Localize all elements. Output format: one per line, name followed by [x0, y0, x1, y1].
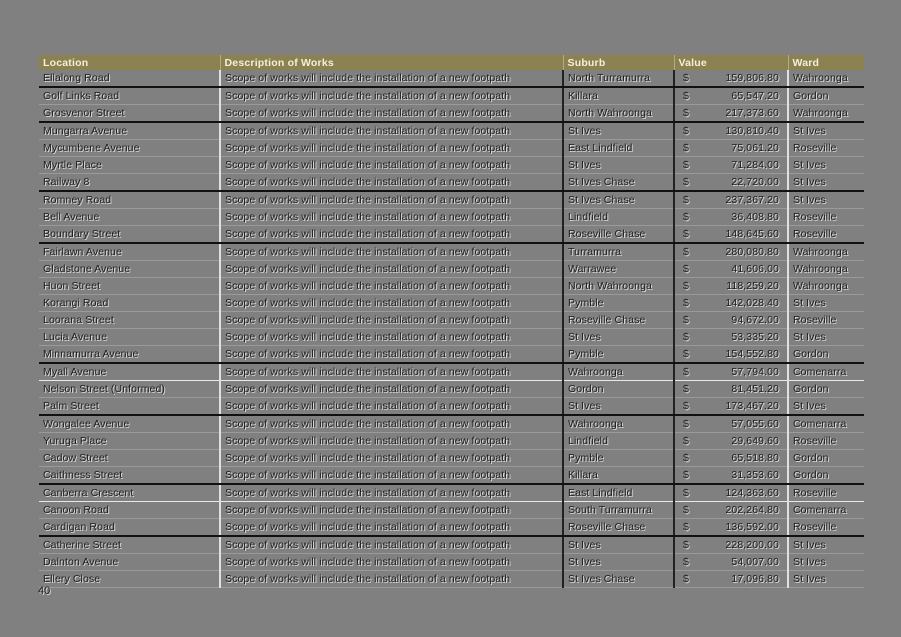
value-amount: 94,672.00 — [731, 314, 779, 326]
header-location: Location — [39, 55, 220, 70]
cell-suburb: St Ives — [563, 536, 674, 554]
page-number: 40 — [38, 585, 51, 597]
currency-symbol: $ — [683, 487, 689, 499]
value-amount: 17,096.80 — [731, 573, 779, 585]
cell-value — [674, 467, 788, 485]
cell-value — [674, 433, 788, 450]
cell-suburb: Turramurra — [563, 243, 674, 261]
capital-works-table-container — [39, 55, 864, 588]
cell-suburb: Pymble — [563, 295, 674, 312]
currency-symbol: $ — [683, 228, 689, 240]
cell-ward: Roseville — [788, 140, 864, 157]
cell-location: Ellery Close — [39, 571, 220, 588]
cell-description: Scope of works will include the installation of a new footpath — [220, 450, 563, 467]
cell-location: Nelson Street (Unformed) — [39, 381, 220, 398]
cell-suburb: St Ives — [563, 398, 674, 416]
value-amount: 53,335.20 — [731, 331, 779, 343]
cell-suburb: Lindfield — [563, 209, 674, 226]
cell-suburb: St Ives Chase — [563, 191, 674, 209]
cell-description: Scope of works will include the installation of a new footpath — [220, 122, 563, 140]
cell-location: Canberra Crescent — [39, 484, 220, 502]
cell-value — [674, 87, 788, 105]
cell-location: Canoon Road — [39, 502, 220, 519]
cell-ward: Roseville — [788, 312, 864, 329]
cell-ward: Comenarra — [788, 363, 864, 381]
cell-value — [674, 346, 788, 364]
table-row — [39, 87, 864, 105]
cell-value — [674, 243, 788, 261]
currency-symbol: $ — [683, 539, 689, 551]
cell-suburb: Pymble — [563, 346, 674, 364]
cell-description: Scope of works will include the installation of a new footpath — [220, 381, 563, 398]
cell-value — [674, 261, 788, 278]
cell-description: Scope of works will include the installation of a new footpath — [220, 433, 563, 450]
currency-symbol: $ — [683, 400, 689, 412]
currency-symbol: $ — [683, 504, 689, 516]
cell-value — [674, 105, 788, 123]
cell-suburb: Roseville Chase — [563, 312, 674, 329]
cell-value — [674, 329, 788, 346]
table-row — [39, 122, 864, 140]
cell-ward: Gordon — [788, 87, 864, 105]
cell-value — [674, 295, 788, 312]
currency-symbol: $ — [683, 348, 689, 360]
currency-symbol: $ — [683, 297, 689, 309]
value-amount: 65,547.20 — [731, 90, 779, 102]
cell-location: Fairlawn Avenue — [39, 243, 220, 261]
cell-suburb: Wahroonga — [563, 415, 674, 433]
value-amount: 29,649.60 — [731, 435, 779, 447]
cell-suburb: Killara — [563, 87, 674, 105]
header-description: Description of Works — [220, 55, 563, 70]
cell-suburb: Warrawee — [563, 261, 674, 278]
cell-description: Scope of works will include the installation of a new footpath — [220, 571, 563, 588]
cell-suburb: St Ives — [563, 554, 674, 571]
cell-description: Scope of works will include the installation of a new footpath — [220, 312, 563, 329]
cell-ward: St Ives — [788, 398, 864, 416]
cell-location: Boundary Street — [39, 226, 220, 244]
value-amount: 136,592.00 — [725, 521, 779, 533]
table-row — [39, 381, 864, 398]
cell-ward: Wahroonga — [788, 105, 864, 123]
cell-suburb: St Ives — [563, 122, 674, 140]
value-amount: 202,264.80 — [725, 504, 779, 516]
cell-description: Scope of works will include the installation of a new footpath — [220, 329, 563, 346]
cell-description: Scope of works will include the installation of a new footpath — [220, 554, 563, 571]
table-row — [39, 174, 864, 192]
cell-ward: St Ives — [788, 329, 864, 346]
value-amount: 31,353.60 — [731, 469, 779, 481]
cell-value — [674, 398, 788, 416]
cell-suburb: Lindfield — [563, 433, 674, 450]
table-header-row — [39, 55, 864, 70]
cell-location: Railway 8 — [39, 174, 220, 192]
cell-description: Scope of works will include the installation of a new footpath — [220, 398, 563, 416]
cell-location: Bell Avenue — [39, 209, 220, 226]
cell-ward: Roseville — [788, 484, 864, 502]
cell-location: Cadow Street — [39, 450, 220, 467]
table-row — [39, 70, 864, 87]
table-row — [39, 209, 864, 226]
table-row — [39, 363, 864, 381]
cell-value — [674, 140, 788, 157]
value-amount: 41,606.00 — [731, 263, 779, 275]
currency-symbol: $ — [683, 246, 689, 258]
table-row — [39, 295, 864, 312]
cell-suburb: Roseville Chase — [563, 519, 674, 537]
cell-description: Scope of works will include the installation of a new footpath — [220, 484, 563, 502]
cell-ward: Wahroonga — [788, 243, 864, 261]
cell-suburb: North Wahroonga — [563, 278, 674, 295]
cell-description: Scope of works will include the installation of a new footpath — [220, 209, 563, 226]
cell-location: Gladstone Avenue — [39, 261, 220, 278]
cell-location: Mycumbene Avenue — [39, 140, 220, 157]
table-row — [39, 536, 864, 554]
cell-ward: Roseville — [788, 519, 864, 537]
table-row — [39, 519, 864, 537]
cell-ward: Roseville — [788, 433, 864, 450]
header-value: Value — [674, 55, 788, 70]
cell-ward: Roseville — [788, 226, 864, 244]
cell-suburb: Pymble — [563, 450, 674, 467]
cell-description: Scope of works will include the installation of a new footpath — [220, 346, 563, 364]
cell-suburb: East Lindfield — [563, 484, 674, 502]
value-amount: 36,408.80 — [731, 211, 779, 223]
cell-value — [674, 484, 788, 502]
value-amount: 57,794.00 — [731, 366, 779, 378]
cell-description: Scope of works will include the installation of a new footpath — [220, 87, 563, 105]
table-row — [39, 243, 864, 261]
cell-location: Lucia Avenue — [39, 329, 220, 346]
value-amount: 154,552.80 — [725, 348, 779, 360]
value-amount: 173,467.20 — [725, 400, 779, 412]
value-amount: 81,451.20 — [731, 383, 779, 395]
cell-value — [674, 157, 788, 174]
table-row — [39, 415, 864, 433]
value-amount: 75,061.20 — [731, 142, 779, 154]
table-row — [39, 191, 864, 209]
cell-ward: St Ives — [788, 191, 864, 209]
cell-location: Romney Road — [39, 191, 220, 209]
table-row — [39, 261, 864, 278]
cell-suburb: St Ives — [563, 157, 674, 174]
currency-symbol: $ — [683, 366, 689, 378]
cell-value — [674, 381, 788, 398]
header-ward: Ward — [788, 55, 864, 70]
currency-symbol: $ — [683, 263, 689, 275]
table-row — [39, 502, 864, 519]
cell-description: Scope of works will include the installation of a new footpath — [220, 174, 563, 192]
value-amount: 71,284.00 — [731, 159, 779, 171]
cell-ward: Comenarra — [788, 502, 864, 519]
currency-symbol: $ — [683, 280, 689, 292]
cell-location: Golf Links Road — [39, 87, 220, 105]
cell-description: Scope of works will include the installation of a new footpath — [220, 261, 563, 278]
cell-description: Scope of works will include the installation of a new footpath — [220, 157, 563, 174]
table-row — [39, 346, 864, 364]
cell-suburb: North Wahroonga — [563, 105, 674, 123]
cell-description: Scope of works will include the installation of a new footpath — [220, 278, 563, 295]
cell-ward: St Ives — [788, 554, 864, 571]
cell-location: Wongalee Avenue — [39, 415, 220, 433]
table-row — [39, 105, 864, 123]
cell-suburb: South Turramurra — [563, 502, 674, 519]
cell-description: Scope of works will include the installation of a new footpath — [220, 140, 563, 157]
table-row — [39, 554, 864, 571]
table-row — [39, 571, 864, 588]
cell-value — [674, 571, 788, 588]
currency-symbol: $ — [683, 90, 689, 102]
cell-description: Scope of works will include the installation of a new footpath — [220, 467, 563, 485]
currency-symbol: $ — [683, 418, 689, 430]
table-row — [39, 467, 864, 485]
cell-location: Korangi Road — [39, 295, 220, 312]
cell-suburb: St Ives Chase — [563, 571, 674, 588]
value-amount: 57,055.60 — [731, 418, 779, 430]
cell-ward: Gordon — [788, 346, 864, 364]
cell-value — [674, 536, 788, 554]
value-amount: 22,720.00 — [731, 176, 779, 188]
table-row — [39, 433, 864, 450]
cell-description: Scope of works will include the installation of a new footpath — [220, 243, 563, 261]
value-amount: 124,363.60 — [725, 487, 779, 499]
cell-suburb: Killara — [563, 467, 674, 485]
value-amount: 159,806.80 — [725, 72, 779, 84]
currency-symbol: $ — [683, 573, 689, 585]
cell-value — [674, 209, 788, 226]
cell-description: Scope of works will include the installation of a new footpath — [220, 105, 563, 123]
cell-ward: Gordon — [788, 467, 864, 485]
currency-symbol: $ — [683, 125, 689, 137]
currency-symbol: $ — [683, 72, 689, 84]
cell-ward: Roseville — [788, 209, 864, 226]
table-body — [39, 70, 864, 588]
currency-symbol: $ — [683, 435, 689, 447]
value-amount: 237,367.20 — [725, 194, 779, 206]
cell-suburb: North Turramurra — [563, 70, 674, 87]
cell-location: Palm Street — [39, 398, 220, 416]
header-suburb: Suburb — [563, 55, 674, 70]
cell-description: Scope of works will include the installation of a new footpath — [220, 70, 563, 87]
cell-ward: Gordon — [788, 450, 864, 467]
cell-location: Catherine Street — [39, 536, 220, 554]
cell-location: Loorana Street — [39, 312, 220, 329]
cell-value — [674, 502, 788, 519]
cell-ward: St Ives — [788, 536, 864, 554]
cell-ward: St Ives — [788, 571, 864, 588]
cell-description: Scope of works will include the installation of a new footpath — [220, 415, 563, 433]
value-amount: 280,080.80 — [725, 246, 779, 258]
currency-symbol: $ — [683, 159, 689, 171]
value-amount: 217,373.60 — [725, 107, 779, 119]
cell-value — [674, 450, 788, 467]
value-amount: 148,645.60 — [725, 228, 779, 240]
currency-symbol: $ — [683, 521, 689, 533]
cell-value — [674, 278, 788, 295]
currency-symbol: $ — [683, 142, 689, 154]
value-amount: 54,007.00 — [731, 556, 779, 568]
cell-suburb: Gordon — [563, 381, 674, 398]
value-amount: 65,518.80 — [731, 452, 779, 464]
value-amount: 142,028.40 — [725, 297, 779, 309]
cell-value — [674, 415, 788, 433]
cell-location: Minnamurra Avenue — [39, 346, 220, 364]
table-row — [39, 278, 864, 295]
table-row — [39, 484, 864, 502]
cell-suburb: East Lindfield — [563, 140, 674, 157]
currency-symbol: $ — [683, 452, 689, 464]
cell-ward: St Ives — [788, 157, 864, 174]
cell-value — [674, 70, 788, 87]
cell-description: Scope of works will include the installation of a new footpath — [220, 295, 563, 312]
cell-suburb: St Ives — [563, 329, 674, 346]
cell-location: Ellalong Road — [39, 70, 220, 87]
cell-description: Scope of works will include the installation of a new footpath — [220, 502, 563, 519]
cell-location: Yuruga Place — [39, 433, 220, 450]
cell-value — [674, 363, 788, 381]
currency-symbol: $ — [683, 556, 689, 568]
currency-symbol: $ — [683, 314, 689, 326]
table-row — [39, 157, 864, 174]
cell-location: Cardigan Road — [39, 519, 220, 537]
cell-ward: St Ives — [788, 122, 864, 140]
currency-symbol: $ — [683, 383, 689, 395]
cell-ward: Wahroonga — [788, 261, 864, 278]
cell-ward: Comenarra — [788, 415, 864, 433]
table-row — [39, 312, 864, 329]
cell-ward: St Ives — [788, 174, 864, 192]
cell-suburb: St Ives Chase — [563, 174, 674, 192]
currency-symbol: $ — [683, 469, 689, 481]
capital-works-table — [39, 55, 864, 588]
cell-value — [674, 226, 788, 244]
cell-value — [674, 312, 788, 329]
value-amount: 228,200.00 — [725, 539, 779, 551]
value-amount: 130,810.40 — [725, 125, 779, 137]
cell-ward: Wahroonga — [788, 70, 864, 87]
cell-description: Scope of works will include the installation of a new footpath — [220, 363, 563, 381]
currency-symbol: $ — [683, 107, 689, 119]
cell-location: Dalnton Avenue — [39, 554, 220, 571]
cell-description: Scope of works will include the installation of a new footpath — [220, 519, 563, 537]
table-row — [39, 450, 864, 467]
cell-value — [674, 191, 788, 209]
cell-location: Grosvenor Street — [39, 105, 220, 123]
currency-symbol: $ — [683, 211, 689, 223]
cell-suburb: Wahroonga — [563, 363, 674, 381]
table-row — [39, 329, 864, 346]
cell-location: Myall Avenue — [39, 363, 220, 381]
table-row — [39, 226, 864, 244]
currency-symbol: $ — [683, 331, 689, 343]
value-amount: 118,259.20 — [726, 280, 779, 292]
currency-symbol: $ — [683, 194, 689, 206]
currency-symbol: $ — [683, 176, 689, 188]
cell-ward: Gordon — [788, 381, 864, 398]
cell-location: Myrtle Place — [39, 157, 220, 174]
cell-description: Scope of works will include the installation of a new footpath — [220, 226, 563, 244]
cell-suburb: Roseville Chase — [563, 226, 674, 244]
cell-description: Scope of works will include the installation of a new footpath — [220, 191, 563, 209]
cell-location: Caithness Street — [39, 467, 220, 485]
cell-value — [674, 174, 788, 192]
cell-value — [674, 519, 788, 537]
cell-location: Mungarra Avenue — [39, 122, 220, 140]
table-row — [39, 398, 864, 416]
cell-description: Scope of works will include the installation of a new footpath — [220, 536, 563, 554]
cell-value — [674, 554, 788, 571]
cell-value — [674, 122, 788, 140]
cell-ward: St Ives — [788, 295, 864, 312]
table-row — [39, 140, 864, 157]
cell-location: Huon Street — [39, 278, 220, 295]
cell-ward: Wahroonga — [788, 278, 864, 295]
